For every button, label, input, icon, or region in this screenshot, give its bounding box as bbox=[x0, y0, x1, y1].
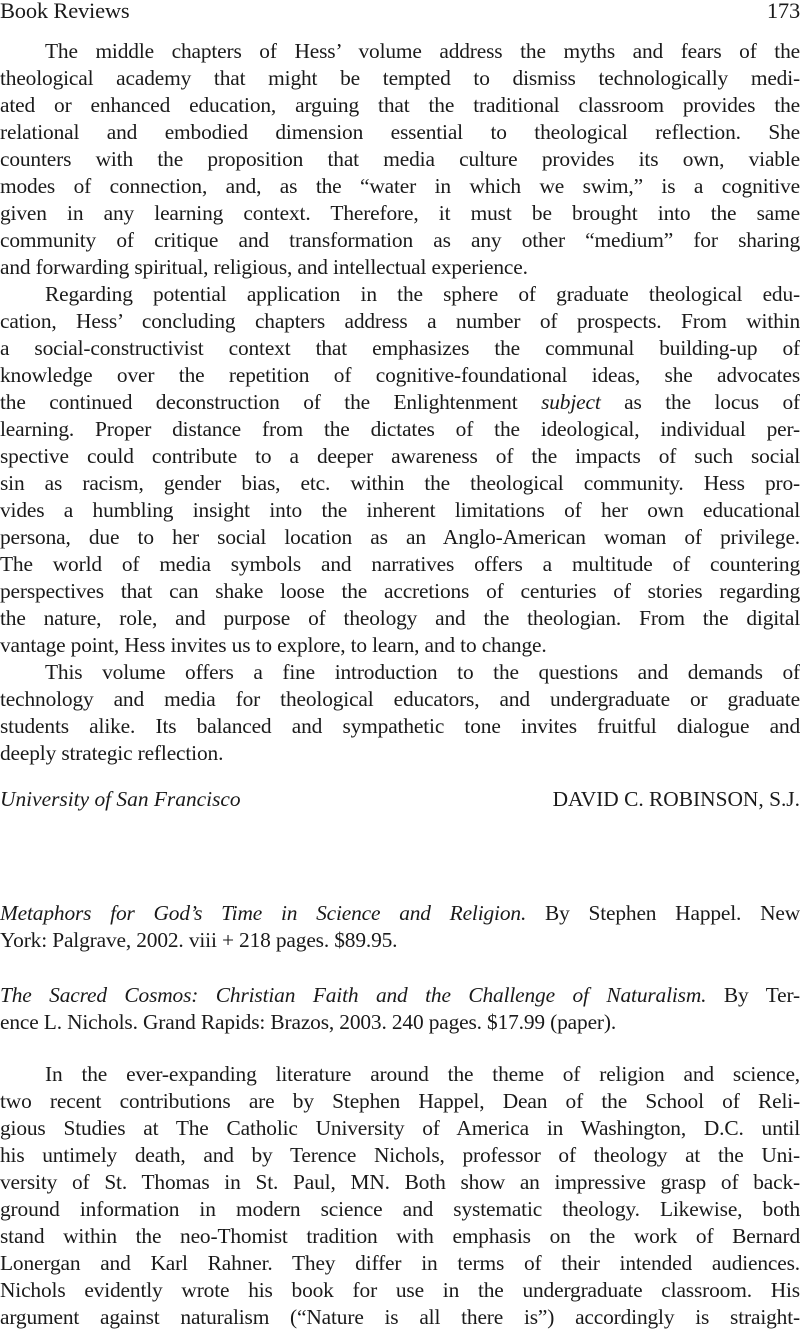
section-title: Book Reviews bbox=[0, 0, 130, 23]
text-line: knowledge over the repetition of cognitive-foundational ideas, she advocates bbox=[0, 363, 800, 387]
text-line: two recent contributions are by Stephen Happel, Dean of the School of Reli- bbox=[0, 1089, 800, 1113]
text-line: his untimely death, and by Terence Nichols, professor of theology at the Uni- bbox=[0, 1143, 800, 1167]
text-line: This volume offers a fine introduction to the questions and demands of bbox=[45, 660, 800, 684]
italic-term: subject bbox=[541, 390, 601, 414]
text-line: The middle chapters of Hess’ volume address the myths and fears of the bbox=[45, 39, 800, 63]
running-head bbox=[0, 0, 800, 25]
text-line: learning. Proper distance from the dictates of the ideological, individual per- bbox=[0, 417, 800, 441]
text-line: deeply strategic reflection. bbox=[0, 741, 224, 765]
page-number: 173 bbox=[766, 0, 800, 23]
reviewer-institution: University of San Francisco bbox=[0, 787, 241, 811]
reviewer-signature bbox=[0, 786, 800, 813]
text-line: vantage point, Hess invites us to explore, to learn, and to change. bbox=[0, 633, 547, 657]
text-line: versity of St. Thomas in St. Paul, MN. Both show an impressive grasp of back- bbox=[0, 1170, 800, 1194]
text-span: the continued deconstruction of the Enlightenment bbox=[0, 390, 542, 414]
text-line: argument against naturalism (“Nature is all there is”) accordingly is straight- bbox=[0, 1305, 800, 1329]
text-line: given in any learning context. Therefore, it must be brought into the same bbox=[0, 201, 800, 225]
citation-text: By Stephen Happel. New bbox=[526, 901, 800, 925]
book-title: The Sacred Cosmos: Christian Faith and the Challenge of Naturalism. bbox=[0, 983, 707, 1007]
text-line: spective could contribute to a deeper awareness of the impacts of such social bbox=[0, 444, 800, 468]
text-line: relational and embodied dimension essential to theological reflection. She bbox=[0, 120, 800, 144]
text-line: Regarding potential application in the sphere of graduate theological edu- bbox=[45, 282, 800, 306]
text-line: vides a humbling insight into the inherent limitations of her own educational bbox=[0, 498, 800, 522]
text-line: community of critique and transformation as any other “medium” for sharing bbox=[0, 228, 800, 252]
text-line: technology and media for theological educators, and undergraduate or graduate bbox=[0, 687, 800, 711]
text-line: the nature, role, and purpose of theology and the theologian. From the digital bbox=[0, 606, 800, 630]
citation-text: By Ter- bbox=[706, 983, 800, 1007]
citation-line: York: Palgrave, 2002. viii + 218 pages. $89.95. bbox=[0, 928, 398, 952]
book-title: Metaphors for God’s Time in Science and Religion. bbox=[0, 901, 527, 925]
text-line: perspectives that can shake loose the accretions of centuries of stories regarding bbox=[0, 579, 800, 603]
text-line: persona, due to her social location as an Anglo-American woman of privilege. bbox=[0, 525, 800, 549]
text-line: In the ever-expanding literature around the theme of religion and science, bbox=[45, 1062, 800, 1086]
citation-line: ence L. Nichols. Grand Rapids: Brazos, 2003. 240 pages. $17.99 (paper). bbox=[0, 1010, 617, 1034]
text-line: theological academy that might be tempted to dismiss technologically medi- bbox=[0, 66, 800, 90]
text-line: ated or enhanced education, arguing that the traditional classroom provides the bbox=[0, 93, 800, 117]
text-line: ground information in modern science and systematic theology. Likewise, both bbox=[0, 1197, 800, 1221]
text-line: cation, Hess’ concluding chapters address a number of prospects. From within bbox=[0, 309, 800, 333]
text-line-with-italic bbox=[0, 389, 800, 416]
text-line: stand within the neo-Thomist tradition with emphasis on the work of Bernard bbox=[0, 1224, 800, 1248]
text-line: counters with the proposition that media culture provides its own, viable bbox=[0, 147, 800, 171]
text-line: gious Studies at The Catholic University of America in Washington, D.C. until bbox=[0, 1116, 800, 1140]
text-line: and forwarding spiritual, religious, and intellectual experience. bbox=[0, 255, 528, 279]
citation-line bbox=[0, 900, 800, 927]
text-line: modes of connection, and, as the “water in which we swim,” is a cognitive bbox=[0, 174, 800, 198]
text-line: students alike. Its balanced and sympathetic tone invites fruitful dialogue and bbox=[0, 714, 800, 738]
text-line: sin as racism, gender bias, etc. within the theological community. Hess pro- bbox=[0, 471, 800, 495]
text-line: The world of media symbols and narratives offers a multitude of countering bbox=[0, 552, 800, 576]
text-line: a social-constructivist context that emphasizes the communal building-up of bbox=[0, 336, 800, 360]
text-span: as the locus of bbox=[600, 390, 800, 414]
text-line: Nichols evidently wrote his book for use in the undergraduate classroom. His bbox=[0, 1278, 800, 1302]
reviewer-name: DAVID C. ROBINSON, S.J. bbox=[552, 787, 800, 811]
citation-line bbox=[0, 982, 800, 1009]
text-line: Lonergan and Karl Rahner. They differ in terms of their intended audiences. bbox=[0, 1251, 800, 1275]
